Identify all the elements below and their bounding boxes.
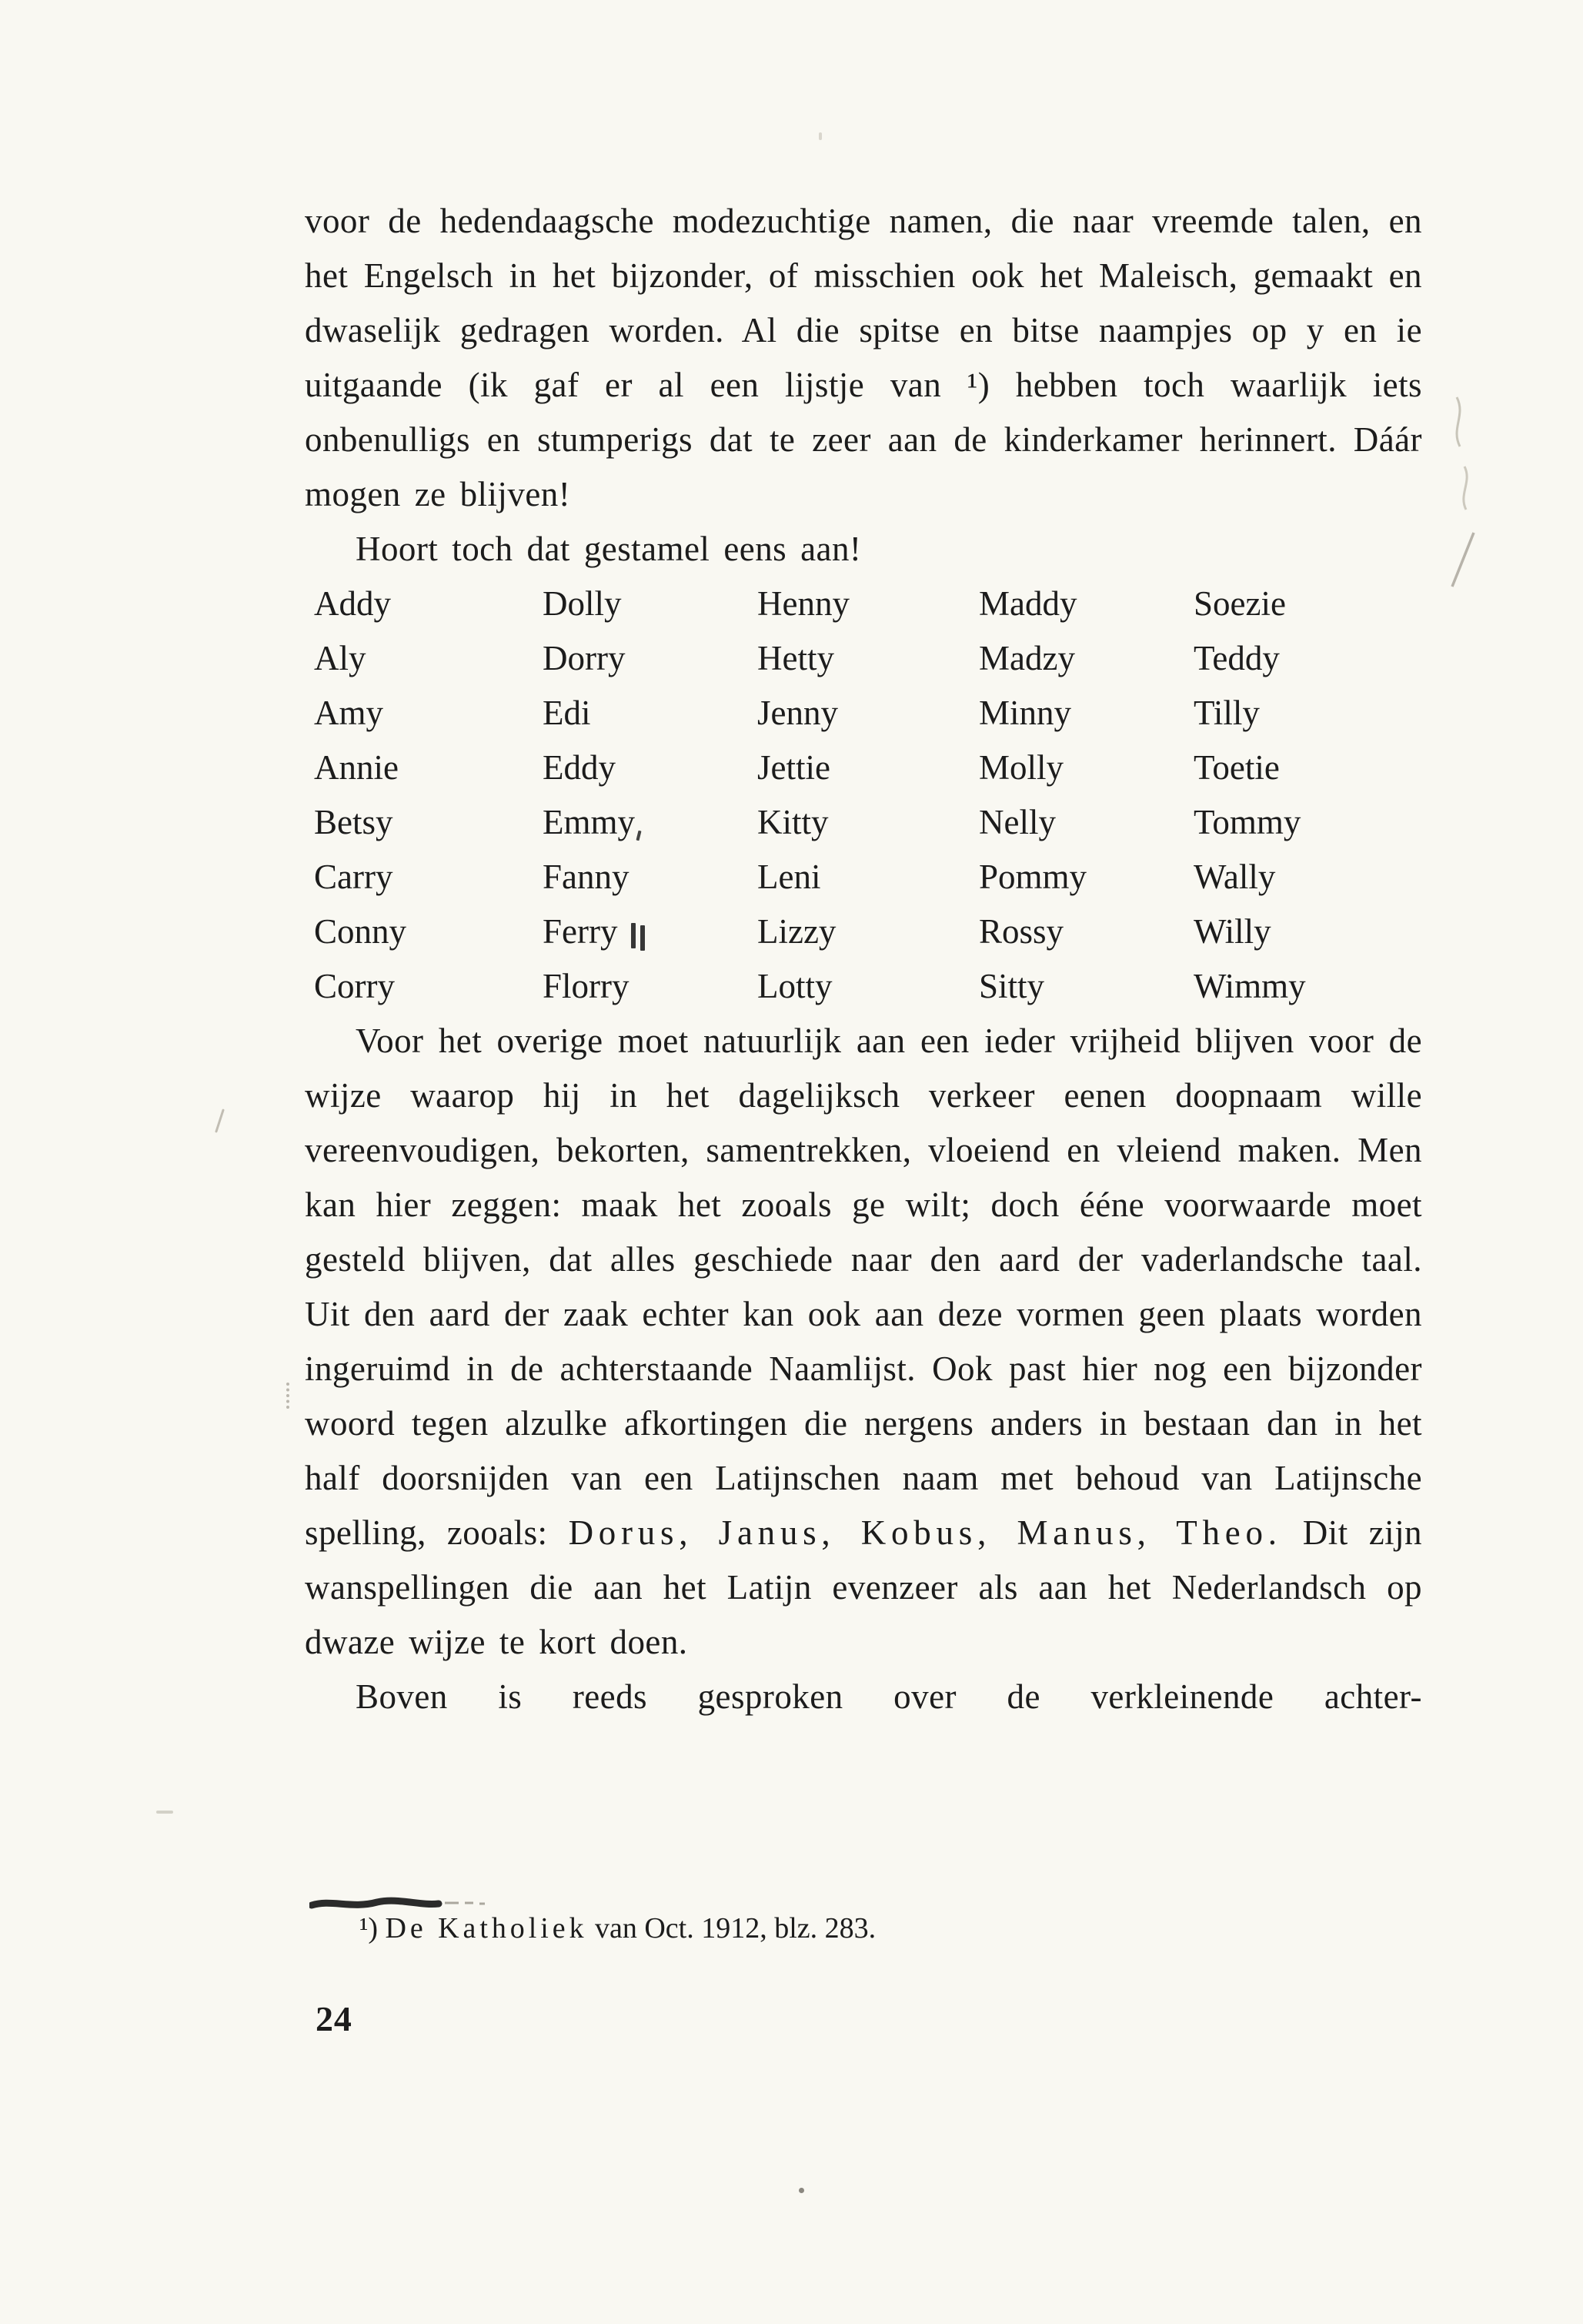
name-cell: Henny [757, 584, 850, 623]
name-cell: Teddy [1194, 639, 1280, 677]
footnote-text: van Oct. 1912, blz. 283. [587, 1912, 877, 1944]
name-cell: Betsy [314, 803, 393, 841]
name-cell: Aly [314, 639, 366, 677]
names-table [305, 577, 1422, 1014]
latin-names-spaced: Dorus, Janus, Kobus, Manus, Theo. [568, 1513, 1282, 1552]
name-cell: Lizzy [757, 912, 837, 951]
name-cell: Edi [543, 694, 591, 732]
footnote-marker: ¹) [359, 1912, 386, 1944]
footnote-title: De Katholiek [385, 1912, 588, 1944]
margin-stray-mark [156, 1811, 173, 1814]
name-cell: Madzy [979, 639, 1075, 677]
name-cell: Pommy [979, 858, 1087, 896]
name-cell: Annie [314, 748, 399, 787]
name-text: Ferry [543, 912, 618, 951]
name-cell: Minny [979, 694, 1072, 732]
name-cell: Florry [543, 967, 630, 1005]
stray-dot-mark [799, 2188, 804, 2193]
paragraph-continuation: voor de hedendaagsche modezuchtige namen, die naar vreemde talen, en het Engelsch in het bijzonder, of misschien ook het Maleisch, gemaakt en dwaselijk gedragen worden. Al die spitse en bitse naampjes op y en ie uitgaande (ik gaf er al een lijstje van ¹) hebben toch waarlijk iets onbenulligs en stumperigs dat te zeer aan de kinderkamer herinnert. Dáár mogen ze blijven! [305, 202, 1422, 513]
page-number: 24 [316, 1999, 352, 2038]
name-cell: Amy [314, 694, 383, 732]
name-cell: Wimmy [1194, 967, 1306, 1005]
ink-smudge [636, 831, 641, 841]
footnote [359, 1909, 876, 1948]
name-cell [543, 905, 757, 959]
name-cell: Rossy [979, 912, 1064, 951]
name-cell: Soezie [1194, 584, 1286, 623]
name-cell: Tommy [1194, 803, 1301, 841]
name-cell: Dorry [543, 639, 626, 677]
paragraph-text: Voor het overige moet natuurlijk aan een ieder vrijheid blijven voor de wijze waarop hij in het dagelijksch verkeer eenen doopnaam wille vereenvoudigen, bekorten, samentrekken, vloeiend en vleiend maken. Men kan hier zeggen: maak het zooals ge wilt; doch ééne voorwaarde moet gesteld blijven, dat alles geschiede naar den aard der vaderlandsche taal. Uit den aard der zaak echter kan ook aan deze vormen geen plaats worden ingeruimd in de achterstaande Naamlijst. Ook past hier nog een bijzonder woord tegen alzulke afkortingen die nergens anders in bestaan dan in het half doorsnijden van een Latijnschen naam met behoud van Latijnsche spelling, zooals: [305, 1022, 1422, 1552]
paragraph-closing: Boven is reeds gesproken over de verkleinende achter- [356, 1677, 1422, 1716]
name-cell: Carry [314, 858, 393, 896]
name-cell: Leni [757, 858, 821, 896]
paragraph-text: Dit zijn wanspellingen die aan het Latijn evenzeer als aan het Nederlandsch op dwaze wijze te kort doen. [305, 1513, 1422, 1661]
name-cell: Addy [314, 584, 391, 623]
name-cell: Hetty [757, 639, 834, 677]
name-cell [543, 795, 757, 850]
stray-dot-mark [819, 132, 822, 140]
name-cell: Lotty [757, 967, 833, 1005]
name-cell: Molly [979, 748, 1064, 787]
name-cell: Nelly [979, 803, 1056, 841]
name-cell: Fanny [543, 858, 630, 896]
name-cell: Jettie [757, 748, 830, 787]
name-cell: Kitty [757, 803, 829, 841]
paragraph-discussion [305, 1014, 1422, 1670]
name-cell: Willy [1194, 912, 1271, 951]
name-cell: Conny [314, 912, 407, 951]
name-cell: Tilly [1194, 694, 1260, 732]
name-cell: Maddy [979, 584, 1077, 623]
ink-smudge [631, 923, 636, 948]
name-cell: Jenny [757, 694, 838, 732]
body-text [305, 194, 1422, 1724]
name-cell: Corry [314, 967, 395, 1005]
name-cell: Sitty [979, 967, 1045, 1005]
paragraph-intro-names: Hoort toch dat gestamel eens aan! [356, 530, 862, 568]
margin-stray-mark [286, 1383, 289, 1409]
name-text: Emmy [543, 803, 635, 841]
margin-stray-mark [215, 1108, 225, 1132]
margin-pen-marks [1428, 393, 1497, 593]
name-cell: Eddy [543, 748, 616, 787]
name-cell: Toetie [1194, 748, 1280, 787]
name-cell: Wally [1194, 858, 1276, 896]
name-cell: Dolly [543, 584, 622, 623]
